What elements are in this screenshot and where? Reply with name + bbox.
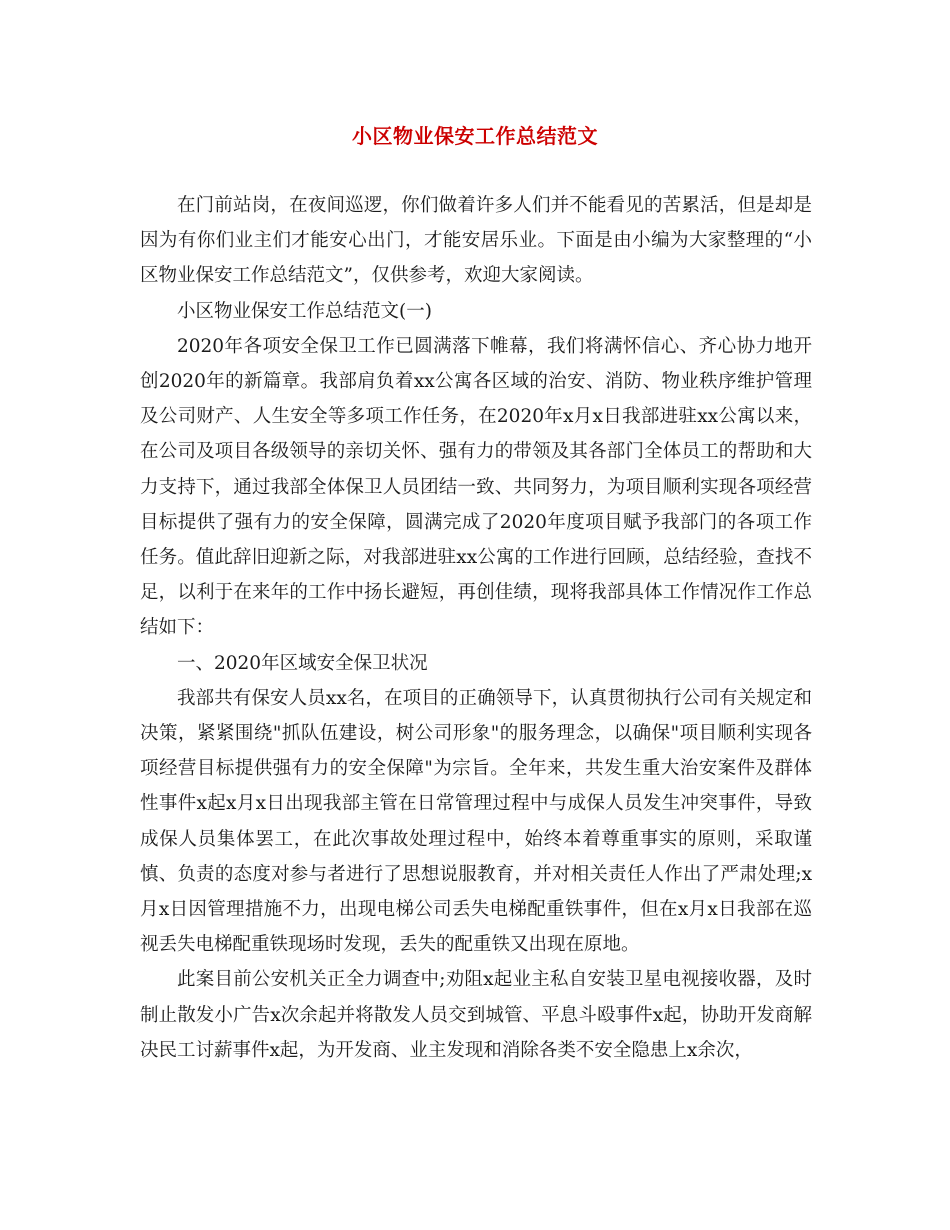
intro-paragraph: 在门前站岗，在夜间巡逻，你们做着许多人们并不能看见的苦累活，但是却是因为有你们业主们才能安心出门，才能安居乐业。下面是由小编为大家整理的“小区物业保安工作总结范文”，仅供参考，欢迎大家阅读。: [140, 195, 812, 287]
section-heading: 一、2020年区域安全保卫状况: [177, 652, 428, 674]
section-subtitle: 小区物业保安工作总结范文(一): [177, 300, 432, 322]
summary-paragraph: 2020年各项安全保卫工作已圆满落下帷幕，我们将满怀信心、齐心协力地开创2020年的新篇章。我部肩负着xx公寓各区域的治安、消防、物业秩序维护管理及公司财产、人生安全等多项工作任务，在2020年x月x日我部进驻xx公寓以来，在公司及项目各级领导的亲切关怀、强有力的带领及其各部门全体员工的帮助和大力支持下，通过我部全体保卫人员团结一致、共同努力，为项目顺利实现各项经营目标提供了强有力的安全保障，圆满完成了2020年度项目赋予我部门的各项工作任务。值此辞旧迎新之际，对我部进驻xx公寓的工作进行回顾，总结经验，查找不足，以利于在来年的工作中扬长避短，再创佳绩，现将我部具体工作情况作工作总结如下：: [140, 335, 812, 639]
security-status-paragraph: 我部共有保安人员xx名，在项目的正确领导下，认真贯彻执行公司有关规定和决策，紧紧围绕"抓队伍建设，树公司形象"的服务理念，以确保"项目顺利实现各项经营目标提供强有力的安全保障"为宗旨。全年来，共发生重大治安案件及群体性事件x起x月x日出现我部主管在日常管理过程中与成保人员发生冲突事件，导致成保人员集体罢工，在此次事故处理过程中，始终本着尊重事实的原则，采取谨慎、负责的态度对参与者进行了思想说服教育，并对相关责任人作出了严肃处理;x月x日因管理措施不力，出现电梯公司丢失电梯配重铁事件，但在x月x日我部在巡视丢失电梯配重铁现场时发现，丢失的配重铁又出现在原地。: [140, 687, 812, 956]
document-title: 小区物业保安工作总结范文: [352, 124, 598, 148]
investigation-paragraph: 此案目前公安机关正全力调查中;劝阻x起业主私自安装卫星电视接收器，及时制止散发小广告x次余起并将散发人员交到城管、平息斗殴事件x起，协助开发商解决民工讨薪事件x起，为开发商、业主发现和消除各类不安全隐患上x余次，: [140, 969, 812, 1061]
document-body: [140, 188, 812, 1068]
